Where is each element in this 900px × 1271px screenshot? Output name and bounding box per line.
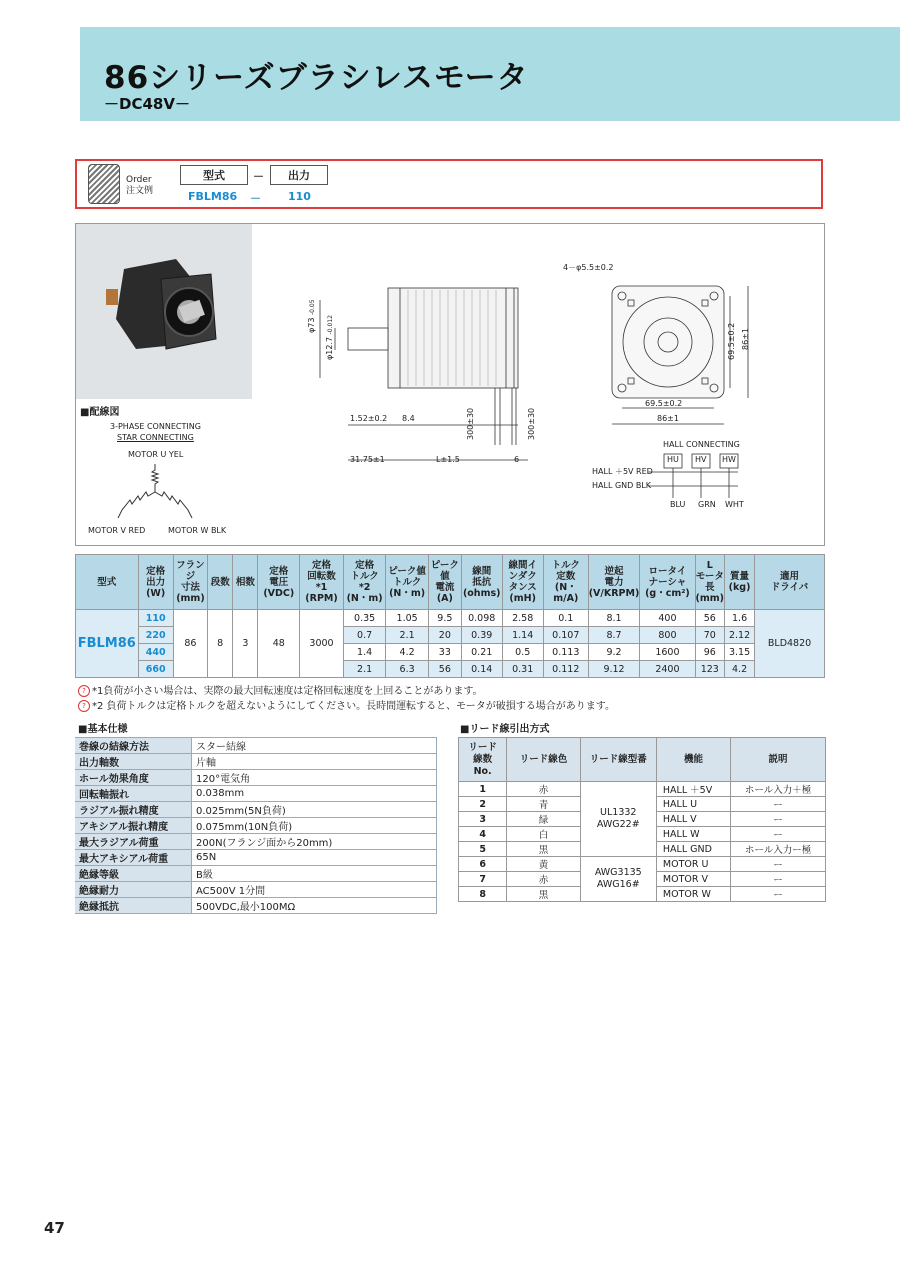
note-2: ? *2 負荷トルクは定格トルクを超えないようにしてください。長時間運転すると、モータが破損する場合があります。: [78, 697, 615, 712]
spec-cell: 33: [428, 644, 461, 661]
wiring-title: ■配線図: [80, 407, 120, 418]
spec-cell: 3000: [300, 610, 344, 678]
basic-spec-row: [75, 786, 437, 802]
dim-shaft-length: 31.75±1: [350, 455, 385, 464]
spec-cell: 123: [695, 661, 724, 678]
basic-spec-row: [75, 770, 437, 786]
basic-spec-value: 片軸: [192, 754, 437, 770]
spec-cell: 56: [428, 661, 461, 678]
spec-header-cell: 質量 (kg): [725, 555, 755, 610]
spec-cell: 9.12: [588, 661, 640, 678]
spec-header-cell: 定格 回転数 *1 (RPM): [300, 555, 344, 610]
spec-cell: 110: [138, 610, 173, 627]
spec-cell: 9.5: [428, 610, 461, 627]
spec-header-cell: ピーク値 トルク (N・m): [386, 555, 429, 610]
dim-lead-offset: 6: [514, 455, 520, 464]
spec-cell: 70: [695, 627, 724, 644]
order-label-ja: 注文例: [126, 186, 154, 196]
lead-cell: 黒: [507, 887, 580, 902]
hall-hw-label: HW: [722, 455, 736, 464]
spec-cell: 220: [138, 627, 173, 644]
lead-cell: 3: [459, 812, 507, 827]
basic-spec-row: [75, 802, 437, 818]
spec-header-cell: 逆起 電力 (V/KRPM): [588, 555, 640, 610]
spec-body: [76, 610, 825, 678]
basic-spec-value: B級: [192, 866, 437, 882]
basic-spec-key: 出力軸数: [75, 754, 192, 770]
spec-cell: 4.2: [386, 644, 429, 661]
spec-header-cell: 型式: [76, 555, 139, 610]
lead-cell: HALL GND: [656, 842, 730, 857]
spec-header-cell: フランジ 寸法 (mm): [173, 555, 207, 610]
basic-spec-row: [75, 754, 437, 770]
dim-flange-thickness: 1.52±0.2: [350, 414, 388, 423]
spec-cell: 48: [258, 610, 300, 678]
lead-cell: 4: [459, 827, 507, 842]
spec-header-cell: トルク 定数 (N・m/A): [543, 555, 588, 610]
spec-cell: 0.107: [543, 627, 588, 644]
spec-cell: 0.112: [543, 661, 588, 678]
page-title: 86シリーズブラシレスモータ: [104, 60, 529, 96]
basic-spec-key: ラジアル振れ精度: [75, 802, 192, 818]
lead-cell: 1: [459, 782, 507, 797]
spec-header-row: [76, 555, 825, 610]
basic-spec-value: 120°電気角: [192, 770, 437, 786]
lead-cell: 緑: [507, 812, 580, 827]
spec-cell: 56: [695, 610, 724, 627]
dim-hole-pitch-v: 69.5±0.2: [727, 322, 736, 360]
dim-size-h: 86±1: [657, 414, 679, 423]
lead-header-cell: リード線色: [507, 738, 580, 782]
order-label-en: Order: [126, 175, 152, 185]
basic-spec-value: スター結線: [192, 738, 437, 754]
spec-cell: 0.14: [461, 661, 502, 678]
lead-cell: 青: [507, 797, 580, 812]
basic-spec-value: 65N: [192, 850, 437, 866]
wiring-line1: 3-PHASE CONNECTING: [110, 422, 201, 431]
spec-cell: 800: [640, 627, 695, 644]
spec-cell: 0.21: [461, 644, 502, 661]
spec-cell: 660: [138, 661, 173, 678]
wiring-motor-w: MOTOR W BLK: [168, 526, 227, 535]
lead-cell: ー: [731, 827, 826, 842]
spec-cell: 400: [640, 610, 695, 627]
spec-cell: 0.35: [343, 610, 386, 627]
lead-cell: 白: [507, 827, 580, 842]
lead-table: [458, 737, 826, 902]
basic-spec-value: 500VDC,最小100MΩ: [192, 898, 437, 914]
spec-header-cell: 線間イ ンダク タンス (mH): [502, 555, 543, 610]
lead-cell: HALL U: [656, 797, 730, 812]
page-subtitle: －DC48V－: [104, 95, 190, 113]
lead-cell: 5: [459, 842, 507, 857]
side-view-drawing: [300, 260, 540, 470]
dim-size-v: 86±1: [741, 328, 750, 350]
motor-photo-image: [76, 224, 252, 399]
lead-header-cell: リード線型番: [580, 738, 656, 782]
wiring-motor-u: MOTOR U YEL: [128, 450, 184, 459]
spec-cell: 0.113: [543, 644, 588, 661]
hall-hv-label: HV: [695, 455, 707, 464]
basic-spec-value: 0.038mm: [192, 786, 437, 802]
dim-hole-pitch-h: 69.5±0.2: [645, 399, 683, 408]
spec-cell: 0.1: [543, 610, 588, 627]
spec-cell: BLD4820: [755, 610, 825, 678]
spec-cell: 440: [138, 644, 173, 661]
spec-cell: 2400: [640, 661, 695, 678]
spec-cell: 2.1: [386, 627, 429, 644]
spec-header-cell: L モータ 長 (mm): [695, 555, 724, 610]
lead-row: [459, 857, 826, 872]
wiring-motor-v: MOTOR V RED: [88, 526, 146, 535]
lead-cell: 7: [459, 872, 507, 887]
dim-boss: 8.4: [402, 414, 415, 423]
page-number: 47: [44, 1219, 65, 1237]
basic-spec-value: 0.075mm(10N負荷): [192, 818, 437, 834]
basic-spec-key: ホール効果角度: [75, 770, 192, 786]
lead-cell: ー: [731, 812, 826, 827]
lead-cell: 黒: [507, 842, 580, 857]
phone-icon: [88, 164, 120, 204]
spec-cell: 0.7: [343, 627, 386, 644]
hall-5v-label: HALL ＋5V RED: [592, 467, 653, 476]
basic-spec-row: [75, 834, 437, 850]
spec-cell: 1.14: [502, 627, 543, 644]
spec-row: [76, 610, 825, 627]
basic-spec-title: ■基本仕様: [78, 724, 128, 735]
spec-cell: 86: [173, 610, 207, 678]
basic-spec-key: 最大ラジアル荷重: [75, 834, 192, 850]
spec-header-cell: ピーク 値 電流 (A): [428, 555, 461, 610]
spec-header-cell: 適用 ドライバ: [755, 555, 825, 610]
dim-hole-spec: 4－φ5.5±0.2: [563, 263, 614, 272]
spec-cell: 1.4: [343, 644, 386, 661]
spec-cell: FBLM86: [76, 610, 139, 678]
spec-cell: 3: [233, 610, 258, 678]
spec-cell: 6.3: [386, 661, 429, 678]
spec-cell: 20: [428, 627, 461, 644]
hall-connecting-title: HALL CONNECTING: [663, 440, 740, 449]
lead-header-cell: リード 線数 No.: [459, 738, 507, 782]
lead-cell: HALL V: [656, 812, 730, 827]
lead-cell: 赤: [507, 872, 580, 887]
lead-cell: ホール入力ー極: [731, 842, 826, 857]
basic-spec-table: [75, 737, 437, 914]
spec-cell: 2.1: [343, 661, 386, 678]
basic-spec-row: [75, 850, 437, 866]
spec-cell: 0.39: [461, 627, 502, 644]
spec-cell: 0.098: [461, 610, 502, 627]
spec-header-cell: 定格 出力 (W): [138, 555, 173, 610]
order-dash: －: [253, 170, 264, 183]
spec-table: [75, 554, 825, 678]
basic-spec-row: [75, 898, 437, 914]
dim-flange-dia: φ73 -0.05: [307, 299, 316, 333]
lead-cell: ー: [731, 797, 826, 812]
lead-cell: 赤: [507, 782, 580, 797]
order-col-model: 型式: [180, 165, 248, 185]
basic-spec-row: [75, 866, 437, 882]
wiring-line2: STAR CONNECTING: [117, 433, 194, 442]
lead-cell: ホール入力＋極: [731, 782, 826, 797]
spec-header-cell: 定格 トルク *2 (N・m): [343, 555, 386, 610]
lead-header-cell: 機能: [656, 738, 730, 782]
lead-row: [459, 782, 826, 797]
basic-spec-key: 絶縁抵抗: [75, 898, 192, 914]
spec-cell: 96: [695, 644, 724, 661]
order-output-value: 110: [288, 190, 311, 203]
basic-spec-key: アキシアル振れ精度: [75, 818, 192, 834]
spec-header-cell: 定格 電圧 (VDC): [258, 555, 300, 610]
order-model-value: FBLM86: [188, 190, 238, 203]
spec-cell: 8.7: [588, 627, 640, 644]
order-col-output: 出力: [270, 165, 328, 185]
lead-cell: 6: [459, 857, 507, 872]
motor-photo: [76, 224, 252, 399]
spec-cell: 1.6: [725, 610, 755, 627]
lead-cell: ー: [731, 857, 826, 872]
spec-cell: 2.58: [502, 610, 543, 627]
lead-cell: 8: [459, 887, 507, 902]
caution-icon: ?: [78, 685, 90, 697]
lead-header-cell: 説明: [731, 738, 826, 782]
lead-cell: 2: [459, 797, 507, 812]
basic-spec-key: 巻線の結線方法: [75, 738, 192, 754]
lead-cell: ー: [731, 887, 826, 902]
basic-spec-row: [75, 818, 437, 834]
spec-header-cell: 相数: [233, 555, 258, 610]
spec-cell: 0.31: [502, 661, 543, 678]
caution-icon: ?: [78, 700, 90, 712]
order-dash-value: －: [250, 192, 261, 205]
dim-lead-length-a: 300±30: [466, 407, 475, 440]
basic-spec-value: 200N(フランジ面から20mm): [192, 834, 437, 850]
spec-cell: 0.5: [502, 644, 543, 661]
lead-cell: HALL W: [656, 827, 730, 842]
spec-cell: 9.2: [588, 644, 640, 661]
hall-wht-label: WHT: [725, 500, 744, 509]
basic-spec-row: [75, 882, 437, 898]
hall-hu-label: HU: [667, 455, 679, 464]
star-connection-diagram: [110, 462, 200, 522]
note-1: ? *1負荷が小さい場合は、実際の最大回転速度は定格回転速度を上回ることがあります。: [78, 682, 483, 697]
lead-cell: ー: [731, 872, 826, 887]
basic-spec-value: 0.025mm(5N負荷): [192, 802, 437, 818]
basic-spec-value: AC500V 1分間: [192, 882, 437, 898]
dim-motor-length: L±1.5: [436, 455, 460, 464]
hall-gnd-label: HALL GND BLK: [592, 481, 652, 490]
spec-header-cell: 段数: [208, 555, 233, 610]
basic-spec-key: 回転軸振れ: [75, 786, 192, 802]
lead-cell: MOTOR V: [656, 872, 730, 887]
spec-cell: 3.15: [725, 644, 755, 661]
spec-cell: 2.12: [725, 627, 755, 644]
spec-header-cell: 線間 抵抗 (ohms): [461, 555, 502, 610]
hall-blu-label: BLU: [670, 500, 686, 509]
spec-cell: 8: [208, 610, 233, 678]
lead-cell: HALL ＋5V: [656, 782, 730, 797]
lead-cell: UL1332 AWG22#: [580, 782, 656, 857]
lead-table-title: ■リード線引出方式: [460, 724, 550, 735]
basic-spec-key: 絶縁耐力: [75, 882, 192, 898]
lead-cell: MOTOR U: [656, 857, 730, 872]
spec-cell: 1.05: [386, 610, 429, 627]
basic-spec-key: 最大アキシアル荷重: [75, 850, 192, 866]
basic-spec-key: 絶縁等級: [75, 866, 192, 882]
spec-cell: 8.1: [588, 610, 640, 627]
spec-cell: 1600: [640, 644, 695, 661]
lead-cell: 黄: [507, 857, 580, 872]
basic-spec-row: [75, 738, 437, 754]
dim-lead-length-b: 300±30: [527, 407, 536, 440]
spec-cell: 4.2: [725, 661, 755, 678]
hall-grn-label: GRN: [698, 500, 716, 509]
lead-cell: MOTOR W: [656, 887, 730, 902]
dim-shaft-dia: φ12.7 -0.012: [325, 315, 334, 360]
spec-header-cell: ロータイ ナーシャ (g・cm²): [640, 555, 695, 610]
lead-cell: AWG3135 AWG16#: [580, 857, 656, 902]
